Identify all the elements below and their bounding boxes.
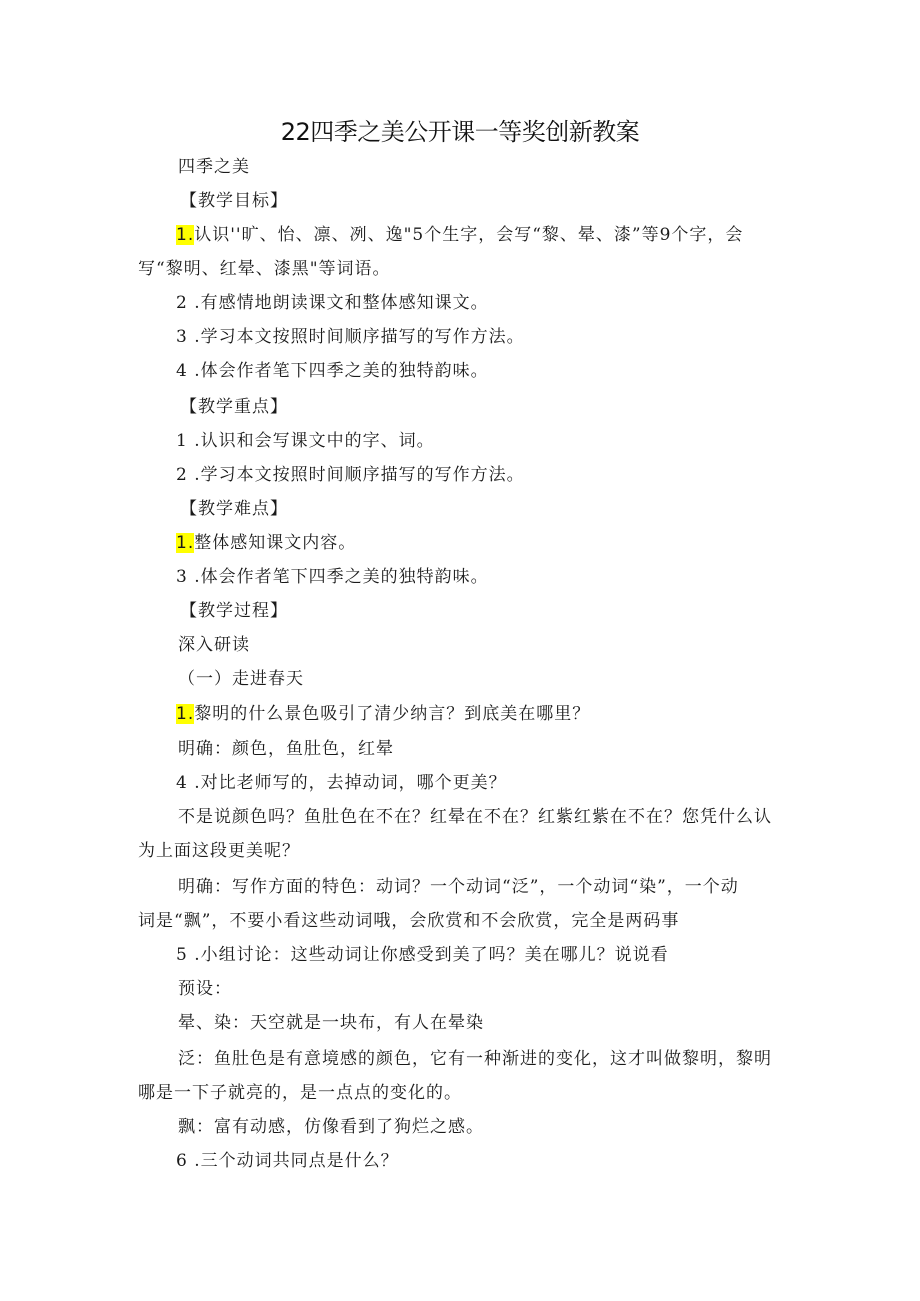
section-spring: （一）走进春天 bbox=[178, 669, 304, 689]
subtitle: 四季之美 bbox=[178, 157, 250, 177]
goal-3: 3 .学习本文按照时间顺序描写的写作方法。 bbox=[176, 327, 525, 347]
goal-2: 2 .有感情地朗读课文和整体感知课文。 bbox=[176, 293, 489, 313]
question-6: 6 .三个动词共同点是什么？ bbox=[176, 1151, 399, 1171]
question-4: 4 .对比老师写的，去掉动词，哪个更美？ bbox=[176, 773, 507, 793]
heading-key-points: 【教学重点】 bbox=[180, 397, 288, 417]
paragraph-1-line-2: 为上面这段更美呢？ bbox=[138, 841, 300, 861]
question-1 bbox=[176, 699, 590, 724]
preset-piao: 飘：富有动感，仿像看到了狗烂之感。 bbox=[178, 1117, 484, 1137]
goal-1-text: 认识''旷、怡、凛、冽、逸"5个生字，会写“黎、晕、漆”等9个字，会 bbox=[194, 225, 744, 245]
section-deep-reading: 深入研读 bbox=[178, 635, 250, 655]
paragraph-2-line-2: 词是“飘”，不要小看这些动词哦，会欣赏和不会欣赏，完全是两码事 bbox=[138, 911, 680, 931]
preset-label: 预设： bbox=[178, 979, 232, 999]
heading-teaching-goals: 【教学目标】 bbox=[180, 191, 288, 211]
highlighted-number: 1. bbox=[176, 704, 195, 724]
key-2: 2 .学习本文按照时间顺序描写的写作方法。 bbox=[176, 465, 525, 485]
goal-4: 4 .体会作者笔下四季之美的独特韵味。 bbox=[176, 361, 489, 381]
paragraph-1-line-1: 不是说颜色吗？鱼肚色在不在？红晕在不在？红紫红紫在不在？您凭什么认 bbox=[178, 807, 772, 827]
heading-difficulties: 【教学难点】 bbox=[180, 499, 288, 519]
preset-fan-line-2: 哪是一下子就亮的，是一点点的变化的。 bbox=[138, 1083, 462, 1103]
preset-yun: 晕、染：天空就是一块布，有人在晕染 bbox=[178, 1013, 484, 1033]
goal-1-line-1 bbox=[176, 220, 743, 245]
highlighted-number: 1. bbox=[176, 225, 195, 245]
question-1-text: 黎明的什么景色吸引了清少纳言？到底美在哪里？ bbox=[194, 704, 591, 724]
goal-1-line-2: 写“黎明、红晕、漆黑"等词语。 bbox=[138, 259, 391, 279]
highlighted-number: 1. bbox=[176, 533, 195, 553]
difficulty-3: 3 .体会作者笔下四季之美的独特韵味。 bbox=[176, 567, 489, 587]
answer-1: 明确：颜色，鱼肚色，红晕 bbox=[178, 739, 394, 759]
difficulty-1 bbox=[176, 528, 356, 553]
question-5: 5 .小组讨论：这些动词让你感受到美了吗？美在哪儿？说说看 bbox=[176, 945, 669, 965]
preset-fan-line-1: 泛：鱼肚色是有意境感的颜色，它有一种渐进的变化，这才叫做黎明，黎明 bbox=[178, 1049, 772, 1069]
difficulty-1-text: 整体感知课文内容。 bbox=[194, 533, 357, 553]
document-title: 22四季之美公开课一等奖创新教案 bbox=[280, 118, 640, 146]
key-1: 1 .认识和会写课文中的字、词。 bbox=[176, 431, 435, 451]
paragraph-2-line-1: 明确：写作方面的特色：动词？一个动词“泛”，一个动词“染”，一个动 bbox=[178, 877, 739, 897]
heading-process: 【教学过程】 bbox=[180, 601, 288, 621]
